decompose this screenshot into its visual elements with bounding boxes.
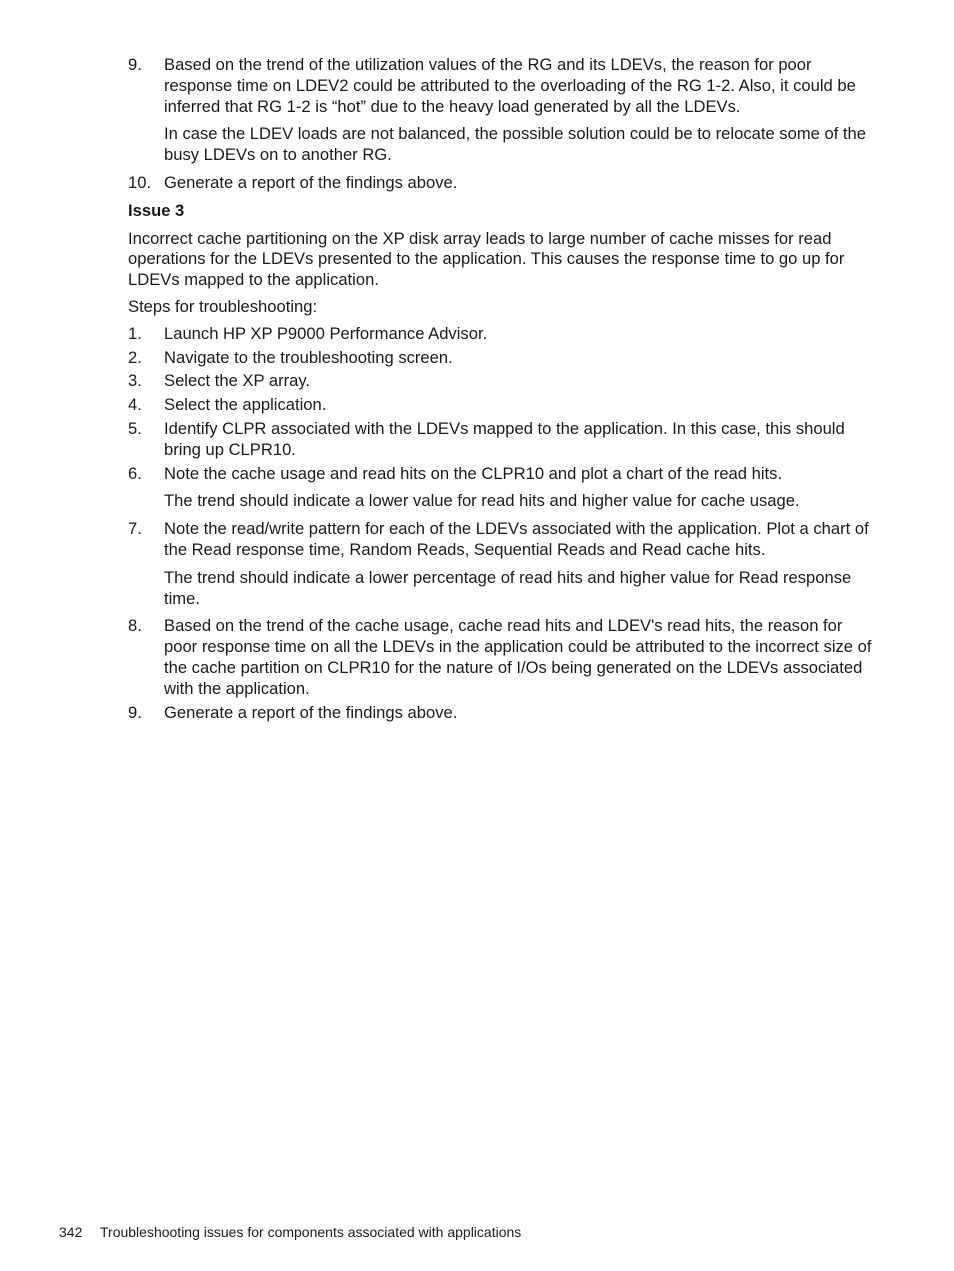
document-body (128, 55, 872, 726)
list-item-number: 1. (128, 323, 142, 343)
list-item (128, 173, 872, 194)
list-item-number: 3. (128, 371, 142, 391)
troubleshooting-steps-list (128, 324, 872, 724)
list-item-text: Identify CLPR associated with the LDEVs mapped to the application. In this case, this should bring up CLPR10. (164, 418, 845, 459)
list-item-text: Note the read/write pattern for each of the LDEVs associated with the application. Plot a chart of the Read response time, Random Reads, Sequential Reads and Read cache hits. (164, 519, 869, 559)
list-item-number: 7. (128, 519, 142, 539)
list-item-text: Note the cache usage and read hits on the CLPR10 and plot a chart of the read hits. (164, 463, 783, 483)
list-item-text: In case the LDEV loads are not balanced, the possible solution could be to relocate some of the busy LDEVs on to another RG. (164, 124, 866, 165)
list-item-text: Launch HP XP P9000 Performance Advisor. (164, 323, 488, 343)
list-item-number: 10. (128, 172, 152, 192)
list-item (128, 395, 872, 416)
list-item-text: Based on the trend of the utilization values of the RG and its LDEVs, the reason for poor response time on LDEV2 could be attributed to the overloading of the RG 1-2. Also, it could be inferred that RG 1-2 is “hot” due to the heavy load generated by all the LDEVs. (164, 55, 856, 116)
page-footer (59, 1223, 521, 1241)
numbered-list-continued (128, 55, 872, 194)
list-item-text: Generate a report of the findings above. (164, 172, 458, 192)
list-item-number: 8. (128, 616, 142, 636)
list-item-text: Generate a report of the findings above. (164, 702, 458, 722)
issue-heading: Issue 3 (128, 200, 185, 220)
list-item-text: The trend should indicate a lower value for read hits and higher value for cache usage. (164, 491, 800, 511)
list-item-text: The trend should indicate a lower percentage of read hits and higher value for Read response time. (164, 567, 852, 608)
list-item (128, 464, 872, 513)
list-item (128, 348, 872, 369)
list-item-number: 2. (128, 347, 142, 367)
list-item (128, 419, 872, 461)
list-item-number: 6. (128, 463, 142, 483)
list-item (128, 519, 872, 609)
list-item-number: 4. (128, 395, 142, 415)
footer-section-title: Troubleshooting issues for components associated with applications (100, 1224, 522, 1240)
list-item-text: Navigate to the troubleshooting screen. (164, 347, 453, 367)
list-item-text: Based on the trend of the cache usage, cache read hits and LDEV's read hits, the reason for poor response time on all the LDEVs in the application could be attributed to the incorrect size of the cache partition on CLPR10 for the nature of I/Os being generated on the LDEVs associated with the application. (164, 616, 872, 698)
list-item (128, 703, 872, 724)
issue-description: Incorrect cache partitioning on the XP disk array leads to large number of cache misses for read operations for the LDEVs presented to the application. This causes the response time to go up for LDEVs mapped to the application. (128, 228, 845, 290)
list-item (128, 55, 872, 166)
list-item (128, 616, 872, 699)
page-number: 342 (59, 1224, 83, 1240)
list-item (128, 324, 872, 345)
list-item-text: Select the XP array. (164, 371, 311, 391)
list-item (128, 371, 872, 392)
list-item-number: 9. (128, 702, 142, 722)
steps-intro: Steps for troubleshooting: (128, 296, 318, 316)
list-item-number: 5. (128, 418, 142, 438)
list-item-text: Select the application. (164, 395, 327, 415)
list-item-number: 9. (128, 55, 142, 74)
